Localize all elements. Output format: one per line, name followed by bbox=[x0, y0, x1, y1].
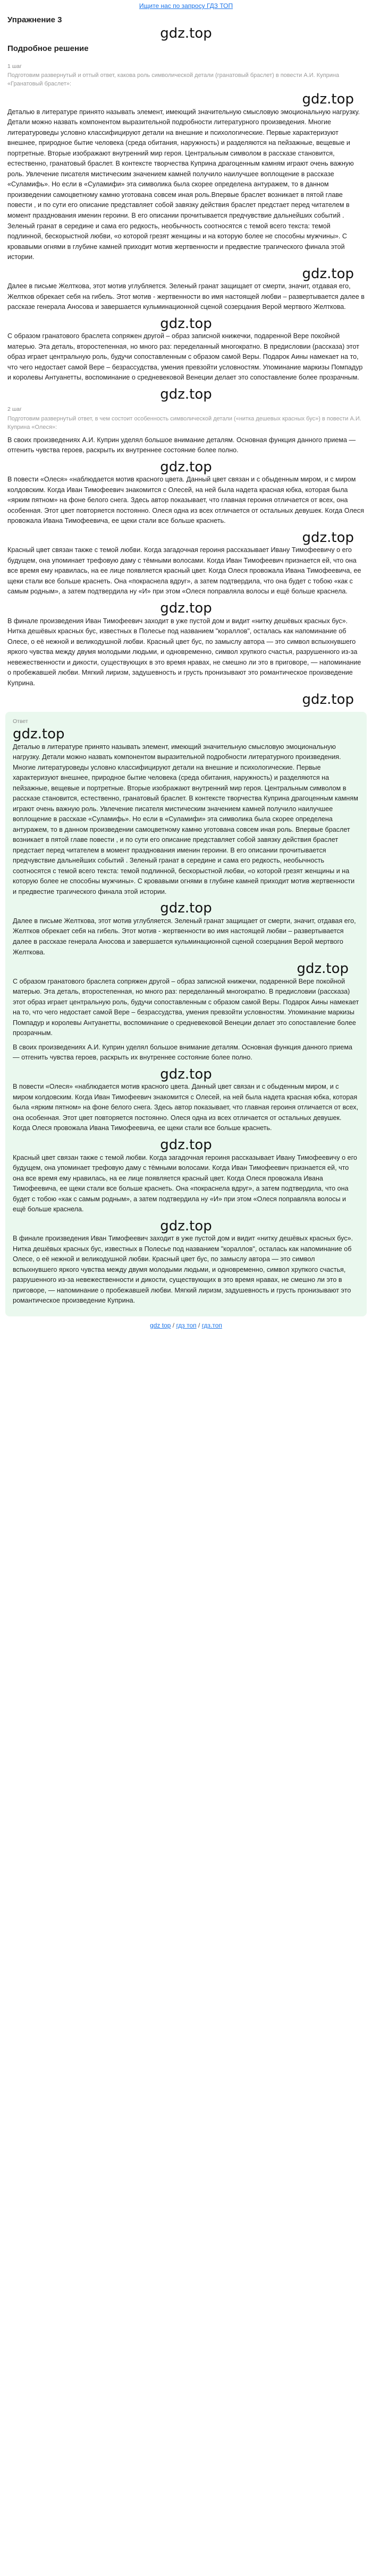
watermark: gdz.top bbox=[160, 386, 212, 402]
paragraph: В финале произведения Иван Тимофеевич заходит в уже пустой дом и видит «нитку дешёвых красных бус». Нитка дешёвых красных бус, известных в Полесье под названием "кораллов", осталась как напоминание об Олесе, о её нежной и великодушной любви. Красный цвет бус, по замыслу автора — это символ вспыхнувшего яркого чувства между двумя молодыми людьми, и одновременно, символ хрупкого счастья, разрушенного из-за невежественности и дикости, существующих в это время нравах, не смешно ли это в приговоре, — напоминание о пробежавшей любви. Мягкий лиризм, задушевность и грусть пронизывают это романтическое произведение Куприна. bbox=[7, 617, 361, 687]
paragraph: В повести «Олеся» «наблюдается мотив красного цвета. Данный цвет связан и с обыденным миром, и с миром колдовским. Когда Иван Тимофеевич знакомится с Олесей, на ней была надета красная юбка, которая была «ярким пятном» на фоне белого снега. Здесь автор показывает, что главная героиня отличается от всех, она особенная. Этот цвет повторяется постоянно. Олеся одна из всех отличается от остальных девушек. Когда Олеся провожала Ивана Тимофеевича, ее щеки стали все больше краснеть. bbox=[7, 476, 364, 525]
watermark: gdz.top bbox=[160, 1136, 212, 1153]
exercise-title: Упражнение 3 bbox=[7, 15, 62, 24]
paragraph: В финале произведения Иван Тимофеевич заходит в уже пустой дом и видит «нитку дешёвых красных бус». Нитка дешёвых красных бус, известных в Полесье под названием "кораллов", осталась как напоминание об Олесе, о её нежной и великодушной любви. Красный цвет бус, по замыслу автора — это символ вспыхнувшего яркого чувства между двумя молодыми людьми, и одновременно, символ хрупкого счастья, разрушенного из-за невежественности и дикости, существующих в это время нравах, не смешно ли это в приговоре, — напоминание о пробежавшей любви. Мягкий лиризм, задушевность и грусть пронизывают это романтическое произведение Куприна. bbox=[13, 1235, 353, 1305]
watermark: gdz.top bbox=[302, 265, 354, 282]
separator: / bbox=[198, 1321, 200, 1329]
watermark: gdz.top bbox=[160, 25, 212, 42]
step-question: Подготовим развернутый и оттый ответ, какова роль символической детали (гранатовый браслет) в повести А.И. Куприна «Гранатовый браслет»: bbox=[7, 72, 340, 88]
paragraph: В своих произведениях А.И. Куприн уделял большое внимание деталям. Основная функция данного приема — отгенить чувства героев, раскрыть их внутреннее состояние более полно. bbox=[13, 1043, 353, 1062]
step-2 bbox=[7, 405, 365, 688]
watermark: gdz.top bbox=[13, 726, 65, 743]
watermark: gdz.top bbox=[160, 1218, 212, 1234]
watermark: gdz.top bbox=[160, 900, 212, 917]
paragraph: В своих произведениях А.И. Куприн уделял большое внимание деталям. Основная функция данного приема — отгенить чувства героев, раскрыть их внутреннее состояние более полно. bbox=[7, 436, 356, 454]
step-tag: 1 шаг bbox=[7, 63, 22, 70]
answer-box bbox=[5, 712, 367, 1316]
main-content bbox=[0, 14, 372, 1330]
paragraph: С образом гранатового браслета сопряжен другой – образ записной книжечки, подаренной Вере покойной матерью. Эта деталь, второстепенная, но много раз: переделанный многократно. В предисловии (рассказа) этот образ играет центральную роль, будучи сопоставленным с образом самой Веры. Подарок Аины намекает на то, что чего недостает самой Вере – безрассудства, умения превзойти условностям. Упоминание маркизы Помпадур и королевы Антуанетты, воспоминание о средневековой Венеции делает это сопоставление более прозрачным. bbox=[13, 977, 359, 1037]
footer bbox=[7, 1316, 365, 1331]
paragraph: Далее в письме Желткова, этот мотив углубляется. Зеленый гранат защищает от смерти, значит, отдавая его, Желтков обрекает себя на гибель. Этот мотив - жертвенности во имя настоящей любви – развертывается далее в рассказе генерала Аносова и завершается кульминационной сценой созерцания Верой мертвого Желткова. bbox=[13, 917, 356, 956]
watermark: gdz.top bbox=[160, 600, 212, 616]
top-banner bbox=[0, 0, 372, 12]
paragraph: Далее в письме Желткова, этот мотив углубляется. Зеленый гранат защищает от смерти, значит, отдавая его, Желтков обрекает себя на гибель. Этот мотив - жертвенности во имя настоящей любви – развертывается далее в рассказе генерала Аносова и завершается кульминационной сценой созерцания Верой мертвого Желткова. bbox=[7, 282, 365, 311]
solution-title: Подробное решение bbox=[7, 44, 89, 53]
paragraph: Красный цвет связан также с темой любви. Когда загадочная героиня рассказывает Ивану Тимофеевичу о его будущем, она упоминает трефовую даму с тёмными волосами. Когда Иван Тимофеевич признается ей, что она все время ему нравилась, на ее лице появляется красный цвет. Когда Олеся провожала Ивана Тимофеевича, ее щеки стали все больше краснеть. Она «покраснела вдруг», а затем подтвердила, что она будет с тобою «как с самым родным», а затем подтвердила ну «И» при этом «Олеся поправляла волосы и ещё больше краснела. bbox=[7, 546, 361, 596]
answer-label: Ответ bbox=[13, 718, 28, 725]
search-prompt-link[interactable]: Ищите нас по запросу ГДЗ ТОП bbox=[139, 2, 233, 10]
paragraph: С образом гранатового браслета сопряжен другой – образ записной книжечки, подаренной Вере покойной матерью. Эта деталь, второстепенная, но много раз: переделанный многократно. В предисловии (рассказа) этот образ играет центральную роль, будучи сопоставленным с образом самой Веры. Подарок Аины намекает на то, что чего недостает самой Вере – безрассудства, умения превзойти условностям. Упоминание маркизы Помпадур и королевы Антуанетты, воспоминание о средневековой Венеции делает это сопоставление более прозрачным. bbox=[7, 332, 363, 382]
footer-link[interactable]: гдз.топ bbox=[201, 1321, 222, 1329]
paragraph: Деталью в литературе принято называть элемент, имеющий значительную смысловую эмоциональную нагрузку. Детали можно назвать компонентом выразительной подробности литературного произведения. Многие литературоведы условно классифицируют детали на внешние и психологические. Первые характеризуют внешнее, природное бытие человека (среда обитания, наружность) и разделяются на пейзажные, вещевые и портретные. Вторые изображают внутренний мир героя. Центральным символом в рассказе становится, естественно, гранатовый браслет. В контексте творчества Куприна драгоценным камням играют очень важную роль. Увлечение писателя мистическим значением камней получило наилучшее воплощение в рассказе «Суламифь». Но если в «Суламифи» эта символика была скорее определена антуражем, то в данном произведении самоцветному камню уготована совсем иная роль. Впервые браслет возникает в пятой главе повести , и по сути его описание представляет собой завязку действия браслет предстает перед читателем в момент празднования именин героини. В его описании прочитывается предчувствие дальнейших событий . Зеленый гранат в середине и сама его редкость, необычность соотносятся с темой всего текста: темой подлинной, бескорыстной любви, «о которой грезят женщины и на которую более не способны мужчины». С кровавыми огнями в глубине камней приходит мотив жертвенности и предвестие трагического финала этой истории. bbox=[13, 743, 358, 895]
watermark: gdz.top bbox=[297, 961, 349, 977]
watermark: gdz.top bbox=[302, 529, 354, 546]
paragraph: В повести «Олеся» «наблюдается мотив красного цвета. Данный цвет связан и с обыденным миром, и с миром колдовским. Когда Иван Тимофеевич знакомится с Олесей, на ней была надета красная юбка, которая была «ярким пятном» на фоне белого снега. Здесь автор показывает, что главная героиня отличается от всех, она особенная. Этот цвет повторяется постоянно. Олеся одна из всех отличается от остальных девушек. Когда Олеся провожала Ивана Тимофеевича, ее щеки стали все больше краснеть. bbox=[13, 1083, 358, 1132]
separator: / bbox=[172, 1321, 175, 1329]
paragraph: Красный цвет связан также с темой любви. Когда загадочная героиня рассказывает Ивану Тимофеевичу о его будущем, она упоминает трефовую даму с тёмными волосами. Когда Иван Тимофеевич признается ей, что она все время ему нравилась, на ее лице появляется красный цвет. Когда Олеся провожала Ивана Тимофеевича, ее щеки стали все больше краснеть. Она «покраснела вдруг», а затем подтвердила, что она будет с тобою «как с самым родным», а затем подтвердила ну «И» при этом «Олеся поправляла волосы и ещё больше краснела. bbox=[13, 1153, 357, 1213]
step-1 bbox=[7, 62, 365, 383]
watermark: gdz.top bbox=[302, 692, 354, 708]
watermark: gdz.top bbox=[160, 1066, 212, 1082]
watermark: gdz.top bbox=[160, 315, 212, 332]
watermark: gdz.top bbox=[160, 459, 212, 475]
step-question: Подготовим развернутый ответ, в чем состоит особенность символической детали («нитка дешевых красных бус») в повести А.И. Куприна «Олеся»: bbox=[7, 415, 361, 430]
footer-link[interactable]: гдз топ bbox=[176, 1321, 197, 1329]
paragraph: Деталью в литературе принято называть элемент, имеющий значительную смысловую эмоциональную нагрузку. Детали можно назвать компонентом выразительной подробности литературного произведения. Многие литературоведы условно классифицируют детали на внешние и психологические. Первые характеризуют внешнее, природное бытие человека (среда обитания, наружность) и разделяются на пейзажные, вещевые и портретные. Вторые изображают внутренний мир героя. Центральным символом в рассказе становится, естественно, гранатовый браслет. В контексте творчества Куприна драгоценным камням играют очень важную роль. Увлечение писателя мистическим значением камней получило наилучшее воплощение в рассказе «Суламифь». Но если в «Суламифи» эта символика была скорее определена антуражем, то в данном произведении самоцветному камню уготована совсем иная роль.Впервые браслет возникает в пятой главе повести , и по сути его описание представляет собой завязку действия браслет предстает перед читателем в момент празднования именин героини. В его описании прочитывается предчувствие дальнейших событий . Зеленый гранат в середине и сама его редкость, необычность соотносятся с темой всего текста: темой подлинной, бескорыстной любви, «о которой грезят женщины и на которую более не способны мужчины». С кровавыми огнями в глубине камней приходит мотив жертвенности и предвестие трагического финала этой истории. bbox=[7, 108, 360, 261]
footer-link[interactable]: gdz top bbox=[150, 1321, 171, 1329]
watermark: gdz.top bbox=[302, 91, 354, 108]
step-tag: 2 шаг bbox=[7, 406, 22, 413]
